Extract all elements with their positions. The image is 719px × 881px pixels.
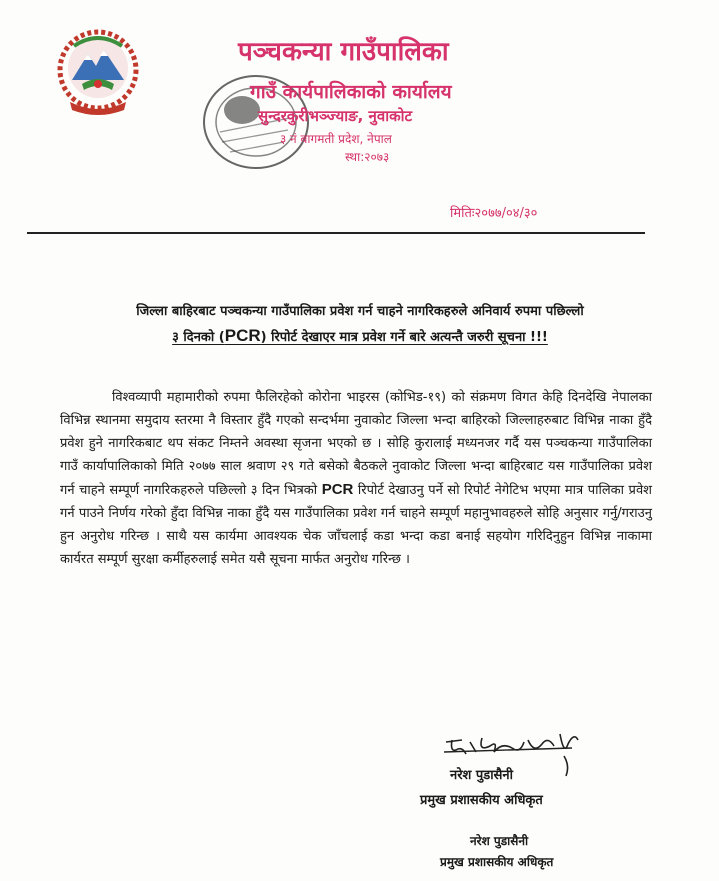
subject-pcr: PCR [224, 326, 261, 345]
subject-line-2-post: ) रिपोर्ट देखाएर मात्र प्रवेश गर्ने बारे अत्यन्तै जरुरी सूचना !!! [260, 330, 548, 345]
body-part-1: विश्वव्यापी महामारीको रुपमा फैलिरहेको कोरोना भाइरस (कोभिड-१९) को संक्रमण विगत केहि दिनदेखि नेपालका विभिन्न स्थानमा समुदाय स्तरमा नै विस्तार हुँदै गएको सन्दर्भमा नुवाकोट जिल्ला भन्दा बाहिरको जिल्लाहरुबाट विभिन्न नाका हुँदै प्रवेश हुने नागरिकबाट थप संकट निम्तने अवस्था सृजना भएको छ । सोहि कुरालाई मध्यनजर गर्दै यस पञ्चकन्या गाउँपालिका गाउँ कार्यापालिकाको मिति २०७७ साल श्रवाण २९ गते बसेको बैठकले नुवाकोट जिल्ला भन्दा बाहिरबाट यस गाउँपालिका प्रवेश गर्न चाहने सम्पूर्ण नागरिकहरुले पछिल्लो ३ दिन भित्रको [60, 390, 652, 498]
header-divider [27, 232, 645, 234]
subject-line-2-text [172, 326, 548, 345]
nepal-emblem-icon [52, 24, 144, 120]
notice-body [60, 386, 652, 571]
municipality-name: पञ्चकन्या गाउँपालिका [238, 37, 449, 67]
subject-line-2 [70, 324, 650, 350]
stamp-title: प्रमुख प्रशासकीय अधिकृत [440, 855, 554, 869]
office-name: गाउँ कार्यपालिकाको कार्यालय [250, 81, 452, 103]
subject-line-2-pre: ३ दिनको ( [172, 330, 225, 345]
signatory-name: नरेश पुडासैनी [450, 768, 513, 783]
office-location: सुन्दरकुरीभञ्ज्याङ, नुवाकोट [258, 107, 413, 125]
body-part-2: रिपोर्ट देखाउनु पर्ने सो रिपोर्ट नेगेटिभ भएमा मात्र पालिका प्रवेश गर्न पाउने निर्णय गरेको हुँदा विभिन्न नाका हुँदै यस गाउँपालिका प्रवेश गर्न चाहने सम्पूर्ण महानुभावहरुले सोहि अनुसार गर्नु/गराउनु हुन अनुरोध गरिन्छ । साथै यस कार्यमा आवश्यक चेक जाँचलाई कडा भन्दा कडा बनाई सहयोग गरिदिनुहुन विभिन्न नाकामा कार्यरत सम्पूर्ण सुरक्षा कर्मीहरुलाई समेत यसै सूचना मार्फत अनुरोध गरिन्छ । [60, 483, 653, 567]
body-pcr: PCR [321, 481, 354, 498]
letter-date: मितिः२०७७/०४/३० [450, 206, 538, 221]
stamp-name: नरेश पुडासैनी [470, 834, 529, 848]
province-name: ३ नं बागमती प्रदेश, नेपाल [280, 132, 392, 146]
established-year: स्था:२०७३ [345, 150, 390, 164]
signatory-title: प्रमुख प्रशासकीय अधिकृत [420, 793, 543, 808]
subject-line-1: जिल्ला बाहिरबाट पञ्चकन्या गाउँपालिका प्रवेश गर्न चाहने नागरिकहरुले अनिवार्य रुपमा पछिल्लो [136, 304, 584, 319]
subject-heading [70, 300, 650, 350]
